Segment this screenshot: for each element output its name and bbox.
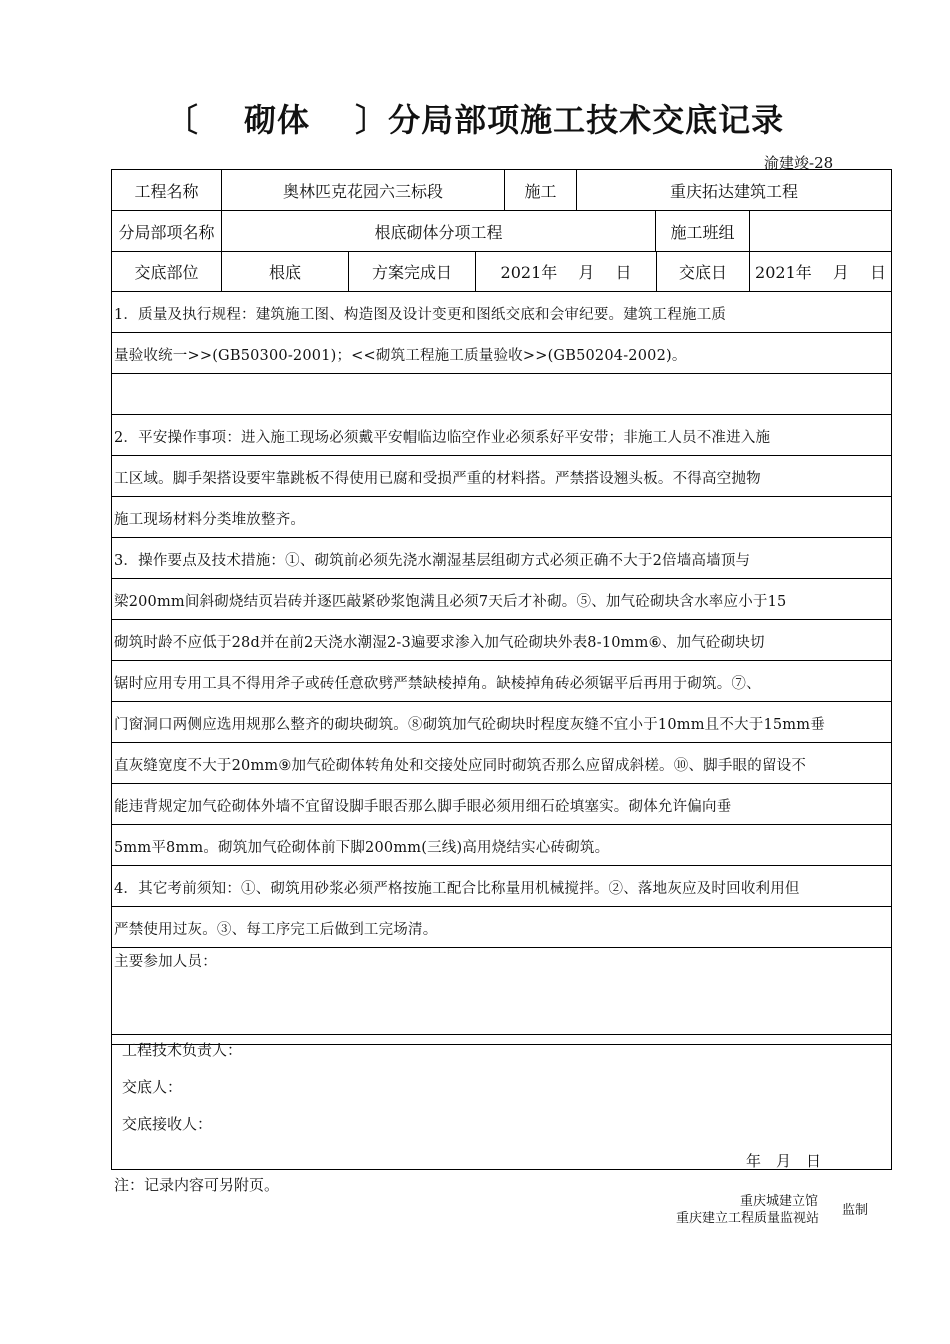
subproject-label: 分局部项名称 xyxy=(111,210,222,252)
construction-value: 重庆拓达建筑工程 xyxy=(576,169,892,211)
team-value xyxy=(749,210,892,252)
construction-label: 施工 xyxy=(504,169,577,211)
footer-note: 注：记录内容可另附页。 xyxy=(114,1176,280,1194)
content-row: 门窗洞口两侧应选用规那么整齐的砌块砌筑。⑧砌筑加气砼砌块时程度灰缝不宜小于10mm且不大于15mm垂 xyxy=(111,701,892,743)
tech-lead-label: 工程技术负责人： xyxy=(122,1041,243,1059)
supervise-label: 监制 xyxy=(842,1203,869,1218)
org-name-1: 重庆城建立馆 xyxy=(740,1194,819,1209)
plan-date: 2021年 月 日 xyxy=(475,251,657,292)
team-label: 施工班组 xyxy=(655,210,750,252)
content-row: 量验收统一>>(GB50300-2001)；<<砌筑工程施工质量验收>>(GB50204-2002)。 xyxy=(111,332,892,374)
content-row: 梁200mm间斜砌烧结页岩砖并逐匹敲紧砂浆饱满且必须7天后才补砌。⑤、加气砼砌块含水率应小于15 xyxy=(111,578,892,620)
handover-date: 2021年 月 日 xyxy=(749,251,892,292)
handover-label: 交底日 xyxy=(656,251,750,292)
content-row: 2．平安操作事项：进入施工现场必须戴平安帽临边临空作业必须系好平安带；非施工人员不准进入施 xyxy=(111,414,892,456)
location-label: 交底部位 xyxy=(111,251,222,292)
project-name-value: 奥林匹克花园六三标段 xyxy=(221,169,505,211)
participants-box xyxy=(111,947,892,1045)
form-code: 渝建竣-28 xyxy=(764,154,834,172)
content-row: 1．质量及执行规程：建筑施工图、构造图及设计变更和图纸交底和会审纪要。建筑工程施工质 xyxy=(111,291,892,333)
signature-date: 年 月 日 xyxy=(746,1152,822,1170)
org-name-2: 重庆建立工程质量监视站 xyxy=(676,1211,820,1226)
content-row: 4．其它考前须知：①、砌筑用砂浆必须严格按施工配合比称量用机械搅拌。②、落地灰应及时回收利用但 xyxy=(111,865,892,907)
discloser-label: 交底人： xyxy=(122,1078,183,1096)
signature-box xyxy=(111,1034,892,1170)
location-value: 根底 xyxy=(221,251,349,292)
content-row xyxy=(111,373,892,415)
plan-label: 方案完成日 xyxy=(348,251,476,292)
subproject-value: 根底砌体分项工程 xyxy=(221,210,656,252)
page-title: 〔 砌体 〕分局部项施工技术交底记录 xyxy=(165,101,785,139)
content-row: 直灰缝宽度不大于20mm⑨加气砼砌体转角处和交接处应同时砌筑否那么应留成斜槎。⑩、脚手眼的留设不 xyxy=(111,742,892,784)
content-row: 严禁使用过灰。③、每工序完工后做到工完场清。 xyxy=(111,906,892,948)
receiver-label: 交底接收人： xyxy=(122,1115,213,1133)
content-row: 工区域。脚手架搭设要牢靠跳板不得使用已腐和受损严重的材料搭。严禁搭设翘头板。不得高空抛物 xyxy=(111,455,892,497)
record-table xyxy=(112,170,892,1170)
content-row: 3．操作要点及技术措施：①、砌筑前必须先浇水潮湿基层组砌方式必须正确不大于2倍墙高墙顶与 xyxy=(111,537,892,579)
content-row: 施工现场材料分类堆放整齐。 xyxy=(111,496,892,538)
participants-label: 主要参加人员： xyxy=(114,954,217,970)
content-row: 砌筑时龄不应低于28d并在前2天浇水潮湿2-3遍要求渗入加气砼砌块外表8-10mm⑥、加气砼砌块切 xyxy=(111,619,892,661)
content-row: 5mm平8mm。砌筑加气砼砌体前下脚200mm(三线)高用烧结实心砖砌筑。 xyxy=(111,824,892,866)
content-row: 锯时应用专用工具不得用斧子或砖任意砍劈严禁缺棱掉角。缺棱掉角砖必须锯平后再用于砌筑。⑦、 xyxy=(111,660,892,702)
content-row: 能违背规定加气砼砌体外墙不宜留设脚手眼否那么脚手眼必须用细石砼填塞实。砌体允许偏向垂 xyxy=(111,783,892,825)
project-name-label: 工程名称 xyxy=(111,169,222,211)
